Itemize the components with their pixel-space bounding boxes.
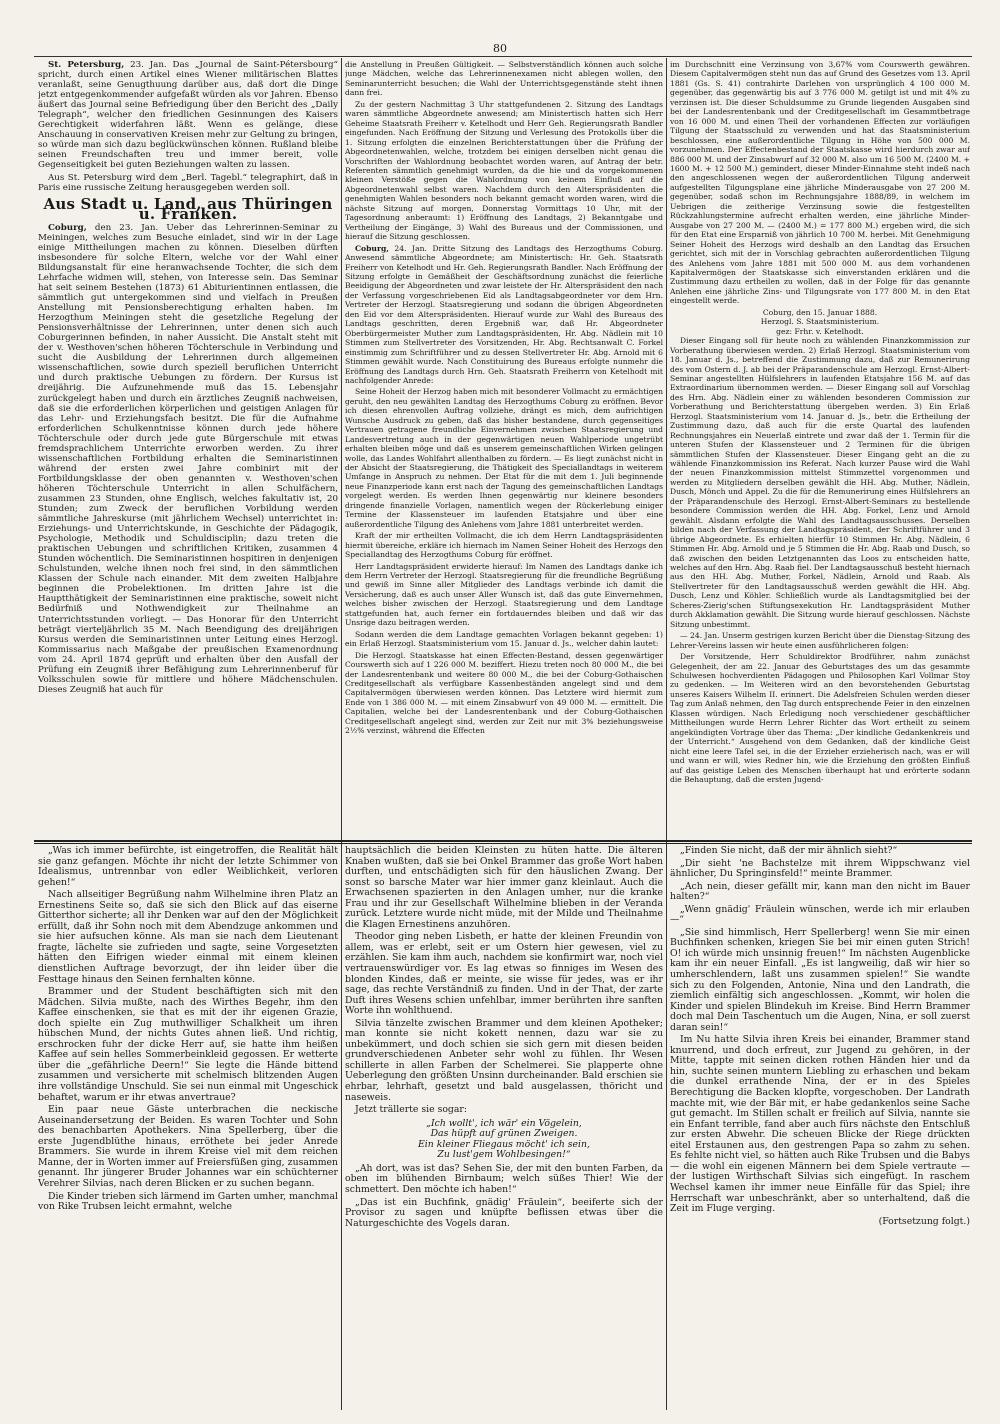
- top-column-3: [670, 60, 970, 836]
- story-paragraph: Brammer und der Student beschäftigten sich mit den Mädchen. Silvia mußte, nach des Wirthes Begehr, ihm den Kaffee einschenken, sie that es mit der ihr eigenen Grazie, doch spielte ein Zug muthwilliger Schalkheit um ihren hübschen Mund, der nichts Gutes ahnen ließ. Und richtig, erschrocken fuhr der dicke Herr auf, sie hatte ihm heißen Kaffee auf sein helles Sommerbeinkleid gegossen. Er wetterte über die „gefährliche Deern!“ Sie legte die Hände bittend zusammen und versicherte mit schelmisch blitzenden Augen ihre vollständige Unschuld. Sie sei nun einmal mit Ungeschick behaftet, warum er ihr etwas anvertraue?: [38, 986, 338, 1103]
- article-landtag: Coburg, 24. Jan. Dritte Sitzung des Landtags des Herzogthums Coburg. Anwesend sämmtliche Abgeordnete; am Ministertisch: Hr. Geh. Staatsrath Freiherr von Ketelhodt und Hr. Geh. Regierungsrath Bandler. Nach Eröffnung der Sitzung erfolgte in Gemäßheit der Geschäftsordnung zunächst die feierliche Beeidigung der Abgeordneten und zwar leistete der Hr. Alterspräsident den nach der Verfassung vorgeschriebenen Eid als Landtagsabgeordneter vor dem Hrn. Vertreter der Herzogl. Staatsregierung und sodann die übrigen Abgeordneten den Eid vor dem Alterspräsidenten. Hierauf wurde zur Wahl des Bureaus des Landtags geschritten, deren Ergebniß war, daß Hr. Abgeordneter Oberbürgermeister Muther zum Landtagspräsidenten, Hr. Abg. Nädlein mit 10 Stimmen zum Stellvertreter des Vorsitzenden, Hr. Abg. Rechtsanwalt C. Forkel einstimmig zum Schriftführer und zu dessen Stellvertreter Hr. Abg. Arnold mit 6 Stimmen gewählt wurde. Nach Constituirung des Bureaus erfolgte nunmehr die Eröffnung des Landtags durch Hrn. Geh. Staatsrath Freiherrn von Ketelhodt mit nachfolgender Anrede:: [345, 243, 663, 385]
- top-column-1: [38, 60, 338, 836]
- header-rule: [34, 56, 972, 57]
- article-paragraph: Dieser Eingang soll für heute noch zu wählenden Finanzkommission zur Vorberathung überwiesen werden. 2) Erlaß Herzogl. Staatsministerium vom 18. Januar d. Js., betreffend die Zustimmung dazu, daß zur Remunerirung des vom Ostern d. J. ab bei der Präparandenschule am Herzogl. Ernst-Albert-Seminar angestellten Hülfslehrers in laufenden Etatsjahre 156 M. auf das Extraordinarium übernommen werden. — Dieser Eingang soll auf Vorschlag des Hrn. Abg. Nädlein einer zu wählenden besonderen Commission zur Vorberathung und Berichterstattung übergeben werden. 3) Ein Erlaß Herzogl. Staatsministerium vom 14. Januar d. Js., betr. die Ertheilung der Zustimmung dazu, daß auch für die erste Quartal des laufenden Rechnungsjahres ein Neuerlaß eintrete und zwar daß der 1. Termin für die unteren Stufen der Klassensteuer und 2 Terminen für die übrigen sämmtlichen Stufen der Klassensteuer. Dieser Eingang geht an die zu wählende Finanzkommission ins Referat. Nach kurzer Pause wird die Wahl der neuen Finanzkommission mittelst Stimmzettel vorgenommen und werden zu Mitgliedern derselben gewählt die HH. Abg. Muther, Nädlein, Dusch, Mönch und Appel. Zu die für die Remunerirung eines Hülfslehrers an der Präparandenschule des Herzogl. Ernst-Albert-Seminars zu bestellende besondere Commission werden die HH. Abg. Forkel, Lenz und Arnold gewählt. Alsdann erfolgte die Wahl des Landtagsausschusses. Derselben bilden nach der Verfassung der Landtagspräsident, der Schriftführer und 3 übrige Abgeordnete. Es erhielten hierfür 10 Stimmen Hr. Abg. Nädlein, 6 Stimmen Hr. Abg. Arnold und je 5 Stimmen die Hr. Abg. Raab und Dusch, so daß zwischen den beiden Letztgenannten das Loos zu entscheiden hatte, welches auf den Hrn. Abg. Raab fiel. Der Landtagsausschuß besteht hiernach aus den HH. Abg. Muther, Forkel, Nädlein, Arnold und Raab. Als Stellvertreter für den Landtagsausschuß werden gewählt die HH. Abg. Dusch, Lenz und Köhler. Schließlich wurde als Landtagsmitglied bei der Scheres-Zierig'schen Stiftungsexekution Hr. Landtagspräsident Muther durch Akklamation gewählt. Die Sitzung wurde hierauf geschlossen. Nächste Sitzung unbestimmt.: [670, 336, 970, 629]
- article-paragraph: Die Herzogl. Staatskasse hat einen Effecten-Bestand, dessen gegenwärtiger Courswerth sich auf 1 226 000 M. beziffert. Hiezu treten noch 80 000 M., die bei der Landesrentenbank und weitere 80 000 M., die bei der Coburg-Gothaischen Creditgesellschaft als verfügbare Kassenbeständen angelegt sind und dem Capitalvermögen überwiesen werden können. Das Letztere wird hiermit zum Ende von 1 386 000 M. — mit einem Zinsabwurf von 49 000 M. — ermittelt. Die Capitalien, welche bei der Landesrentenbank und der Coburg-Gothaischen Creditgesellschaft angelegt sind, werden zur Zeit nur mit 3% beziehungsweise 2½% verzinst, während die Effecten: [345, 650, 663, 736]
- article-paragraph: Zu der gestern Nachmittag 3 Uhr stattgefundenen 2. Sitzung des Landtags waren sämmtliche Abgeordnete anwesend; am Ministertisch hatten sich Herr Geheime Staatsrath Freiherr v. Ketelhodt und Herr Geh. Regierungsrath Bandler eingefunden. Nach Eröffnung der Sitzung und Verlesung des Protokolls über die 1. Sitzung erfolgten die einzelnen Berichterstattungen über die Prüfung der Abgeordnetenwahlen, welche, trotzdem bei einigen derselben nicht genau die Vorschriften der Wahlordnung beobachtet worden waren, auf Antrag der betr. Referenten sämmtlich genehmigt wurden, da die hie und da vorgekommenen kleinen Verstöße gegen die Wahlordnung von keinem Einfluß auf die Abgeordnetenwahl selbst waren. Nachdem durch den Alterspräsidenten die genehmigten Wahlen besonders noch bekannt gemacht worden waren, wird die nächste Sitzung auf morgen, Donnerstag Vormittags 10 Uhr, mit der Tagesordnung anberaumt: 1) Eröffnung des Landtags, 2) Bekanntgabe und Vertheilung der Eingänge, 3) Wahl des Bureaus und der Commissionen, und hierauf die Sitzung geschlossen.: [345, 99, 663, 242]
- article-paragraph: Seine Hoheit der Herzog haben mich mit besonderer Vollmacht zu ermächtigen geruht, den neu gewählten Landtag des Herzogthums Coburg zu eröffnen. Bevor ich diesen ehrenvollen Auftrag vollziehe, drängt es mich, dem aufrichtigen Wunsche Ausdruck zu geben, daß das bisher bestandene, durch gegenseitiges Vertrauen getragene freundliche Einvernehmen zwischen Staatsregierung und Landesvertretung auch in der gegenwärtigen neuen Wahlperiode ungetrübt erhalten bleiben möge und daß es unserem gemeinschaftlichen Wirken gelingen wolle, das Landes Wohlfahrt allenthalben zu fördern. — Es liegt zunächst nicht in der Absicht der Staatsregierung, die Thätigkeit des Speciallandtags in weiterem Umfange in Anspruch zu nehmen. Der Etat für die mit dem 1. Juli beginnende neue Finanzperiode kann erst nach der Tagung des gemeinschaftlichen Landtags vorgelegt werden. Es werden Ihnen gegenwärtig nur kleinere besonders dringende finanzielle Vorlagen, namentlich wegen der Rückerlebung einiger Termine der Klassensteuer im laufenden Etatsjahre und über eine außerordentliche Tilgung des Anlehens vom Jahre 1881 unterbreitet werden.: [345, 387, 663, 529]
- story-paragraph: Theodor ging neben Lisbeth, er hatte der kleinen Freundin von allem, was er erlebt, seit er um Ostern hier gewesen, viel zu erzählen. Sie kam ihm auch, nachdem sie konfirmirt war, noch viel vertrauenswürdiger vor. Es lag etwas so finniges im Wesen des blonden Kindes, daß er meinte, sie wisse für jedes, was er ihr sage, das rechte Verständniß zu finden. Und in der That, der zarte Duft ihres Wesens schien unfehlbar, immer berührten ihre sanften Worte ihn wohlthuend.: [345, 931, 663, 1017]
- story-paragraph: Nach allseitiger Begrüßung nahm Wilhelmine ihren Platz an Ernestinens Seite so, daß sie sich den Blick auf das eiserne Gitterthor sicherte; all ihr Denken war auf den der Möglichkeit erfüllt, daß ihr Sohn noch mit dem Abendzuge ankommen und sie hier aufsuchen könne. Als man sie nach dem Lieutenant fragte, lächelte sie zufrieden und sagte, seine Vorgesetzten hätten den Eifrigen wieder einmal mit einem kleinen dienstlichen Auftrage bevorzugt, der ihn leider über die Festtage hinaus den Seinen fernhalten könne.: [38, 889, 338, 985]
- feuilleton-column-3: [670, 846, 970, 1408]
- feuilleton-rule: [34, 840, 972, 842]
- column-divider: [341, 58, 342, 1410]
- story-paragraph: Im Nu hatte Silvia ihren Kreis bei einander, Brammer stand knurrend, und doch erfreut, zur Jugend zu gehören, in der Mitte, tappte mit seinen dicken rothen Händen hier und da hin, suchte seinen muntern Liebling zu erhaschen und bekam die dunkel errathende Nina, der er in des Spieles Berechtigung die Backen klopfte, vorgeschoben. Der Landrath machte mit, wie der Bär mit, er habe gedankenlos seine Sache gut gemacht. Im Stillen schalt er freilich auf Silvia, nannte sie ein Enfant terrible, fand aber auch fürs nächste den Entschluß zur ersten Abwehr. Die scheuen Blicke der Riege drückten eitel Erstaunen aus, den gestrengen Papa so zahm zu sehen. Es fehlte nicht viel, so hätten auch Rike Trubsen und die Babys — die wohl ein eigenen Männern bei dem Spiele vertraute — der lustigen Wirthschaft Silvias sich eingefügt. In raschem Wechsel kamen ihr immer neue Einfälle für das Spiel; ihre Herrschaft war unbeschränkt, aber so unterhaltend, daß die Zeit im Fluge verging.: [670, 1034, 970, 1215]
- story-paragraph: „Wenn gnädig' Fräulein wünschen, werde ich mir erlauben —“: [670, 903, 970, 926]
- dateline: Coburg,: [355, 243, 389, 253]
- story-paragraph: „Ah dort, was ist das? Sehen Sie, der mit den bunten Farben, da oben im blühenden Birnbaum; welch süßes Thier! Wie der schmettert. Den möchte ich haben!“: [345, 1162, 663, 1195]
- story-paragraph: hauptsächlich die beiden Kleinsten zu hüten hatte. Die älteren Knaben wußten, daß sie bei Onkel Brammer das große Wort haben durften, und entschädigten sich für den häuslichen Zwang. Der sonst so barsche Mater war hier immer ganz kleinlaut. Auch die Erwachsenen spazierten in den Anlagen umher, nur die kranke Frau und ihr zur Gesellschaft Wilhelmine blieben in der Veranda zurück. Letztere wurde nicht müde, mit der Milde und Theilnahme die Klagen Ernestinens anzuhören.: [345, 846, 663, 930]
- story-paragraph: Silvia tänzelte zwischen Brammer und dem kleinen Apotheker; man konnte sie nicht kokett nennen, dazu war sie zu unbekümmert, und doch schien sie sich gern mit diesen beiden grundverschiedenen Anbeter sehr wohl zu fühlen. Ihr Wesen schillerte in allen Farben der Schelmerei. Sie plapperte ohne Ueberlegung den größten Unsinn durcheinander. Bald erschien sie ehrbar, lehrhaft, gesetzt und bald ausgelassen, thöricht und naseweis.: [345, 1017, 663, 1103]
- story-paragraph: „Ach nein, dieser gefällt mir, kann man den nicht im Bauer halten?“: [670, 880, 970, 903]
- verse-line: Ein kleiner Fliegaus möcht' ich sein,: [418, 1138, 590, 1150]
- article-paragraph: Kraft der mir ertheilten Vollmacht, die ich dem Herrn Landtagspräsidenten hiermit übereiche, erkläre ich hiernach im Namen Seiner Hoheit des Herzogs den Speciallandtag des Herzogthums Coburg für eröffnet.: [345, 531, 663, 560]
- continuation-note: (Fortsetzung folgt.): [878, 1215, 970, 1227]
- feuilleton-rule-thin: [34, 843, 972, 844]
- verse-line: Zu lust'gem Wohlbesingen!“: [437, 1149, 571, 1161]
- story-paragraph: „Was ich immer befürchte, ist eingetroffen, die Realität hält sie ganz gefangen. Möchte ihr nicht der letzte Schimmer von Idealismus, untrennbar von edler Weiblichkeit, verloren gehen!“: [38, 846, 338, 888]
- article-paragraph: Der Vorsitzende, Herr Schuldirektor Brodführer, nahm zunächst Gelegenheit, der am 22. Januar des Geburtstages des um das gesammte Schulwesen hochverdienten Pädagogen und Philosophen Karl Vollmar Stoy zu gedenken. — Im Weiteren wird an den bevorstehenden Geburtstag unseres Kaisers Wilhelm II. erinnert. Die Adelsfreien Schulen werden dieser Tag zum Anlaß nehmen, den Tag durch entsprechende Feier in den einzelnen Klassen würdigen. Nach Erledigung noch verschiedener geschäftlicher Mittheilungen wurde Herrn Lehrer Richter das Wort ertheilt zu seinem angekündigten Vortrage über das Thema: „Der kindliche Gedankenkreis und der Unterricht.“ Ausgehend von dem Gedanken, daß der kindliche Geist nicht eine leere Tafel sei, in die der Erzieher erzieherisch nach, was er will und wann er will, wies Redner hin, wie die Erziehung den größten Einfluß auf das geistige Leben des Menschen überhaupt hat und erörterte sodann die Behauptung, daß die ersten Jugend-: [670, 652, 970, 784]
- article-coburg-seminar: Coburg, den 23. Jan. Ueber das Lehrerinnen-Seminar zu Meiningen, welches zum Besuche einladet, sind wir in der Lage einige Mittheilungen machen zu können. Dieselben dürften insbesondere für solche Eltern, welche vor der Wahl einer Bildungsanstalt für eine heranwachsende Tochter, die sich dem Lehrfache widmen will, stehen, von Interesse sein. Das Seminar hat seit seinem Bestehen (1873) 61 Abiturientinnen entlassen, die sämmtlich gut untergekommen sind und vielfach in Preußen Anstellung mit Pensionsberechtigung erhalten haben. Im Herzogthum Meiningen steht die gesetzliche Regelung der Pensionsverhältnisse der Lehrerinnen, unter denen sich auch Coburgerinnen befinden, in naher Aussicht. Die Anstalt steht mit der v. Westhoven'schen höheren Töchterschule in Verbindung und sucht die Ausbildung der Lehrerinnen durch allgemeinen wissenschaftlichen, sowie durch speziell beruflichen Unterricht und durch praktische Uebungen zu fördern. Der Kursus ist dreijährig. Die Aufzunehmende muß das 15. Lebensjahr zurückgelegt haben und durch ein ärztliches Zeugniß nachweisen, daß sie die erforderlichen körperlichen und geistigen Anlagen für das Lehr- und Erziehungsfach besitzt. Die für die Aufnahme erforderlichen Schulkenntnisse können durch jede höhere Töchterschule oder durch jede gute Bürgerschule mit etwas fremdsprachlichem Unterrichte erworben werden. Zu ihrer wissenschaftlichen Fortbildung erhalten die Seminaristinnen während der ersten zwei Jahre combinirt mit der Fortbildungsklasse der oben genannten v. Westhoven'schen höheren Töchterschule Unterricht in allen Schulfächern, zusammen 23 Stunden, ohne Englisch, welches fakultativ ist, 20 Stunden; zum Zweck der beruflichen Vorbildung werden sämmtliche Jahreskurse (mit jährlichem Wechsel) unterrichtet in: Erziehungs- und Unterrichtskunde, in Geschichte der Pädagogik, Psychologie, Methodik und Schuldisciplin; dazu treten die praktischen Uebungen und schriftlichen Kritiken, zusammen 4 Stunden wöchentlich. Die Seminaristinnen hospitiren in denjenigen Schulstunden, welche ihnen noch frei sind, in den sämmtlichen Klassen der Schule nach einander. Mit dem zweiten Halbjahre beginnen die Probelektionen. Im dritten Jahre ist die Hauptthätigkeit der Seminaristinnen eine praktische, soweit nicht Bedürfniß und Nothwendigkeit zur Theilnahme an Unterrichtsstunden vorliegt. — Das Honorar für den Unterricht beträgt vierteljährlich 35 M. Nach Beendigung des dreijährigen Kursus werden die Seminaristinnen unter Leitung eines Herzogl. Kommissarius nach Maßgabe der preußischen Examenordnung vom 24. April 1874 geprüft und erhalten über den Ausfall der Prüfung ein Zeugniß ihrer Befähigung zum Lehrerinnenberuf für Volksschulen sowie für mittlere und höhere Mädchenschulen. Dieses Zeugniß hat auch für: [38, 222, 338, 695]
- section-heading: Aus Stadt u. Land, aus Thüringen u. Franken.: [43, 194, 333, 223]
- article-petersburg-1: St. Petersburg, 23. Jan. Das „Journal de Saint-Pétersbourg“ spricht, durch einen Artikel eines Wiener militärischen Blattes veranlaßt, seine Genugthuung darüber aus, daß dort die Dinge jetzt entgegenkommender aufgefaßt würden als vor Jahren. Ebenso äußert das Journal seine Befriedigung über den Bericht des „Daily Telegraph“, welcher den friedlichen Gesinnungen des Kaisers Gerechtigkeit widerfahren läßt. Wenn es gelänge, diese Anschauung in conservativen Kreisen mehr zur Geltung zu bringen, so würde man sich dazu beglückwünschen können. Rußland bleibe seinen Freundschaften treu und immer bereit, volle Gegenseitigkeit bei guten Beziehungen walten zu lassen.: [38, 60, 338, 171]
- article-paragraph: — 24. Jan. Unserm gestrigen kurzen Bericht über die Dienstag-Sitzung des Lehrer-Vereins lassen wir heute einen ausführlicheren folgen:: [670, 631, 970, 650]
- verse-line: Das hüpft auf grünen Zweigen.: [430, 1128, 578, 1140]
- column-divider: [666, 58, 667, 1410]
- song-verse: [345, 1119, 663, 1161]
- article-petersburg-2: Aus St. Petersburg wird dem „Berl. Tagebl.“ telegraphirt, daß in Paris eine russische Zeitung herausgegeben werden soll.: [38, 172, 338, 193]
- article-paragraph: die Anstellung in Preußen Gültigkeit. — Selbstverständlich können auch solche junge Mädchen, welche das Lehrerinnenexamen nicht ablegen wollen, den Seminarunterricht besuchen; die Wahl der Unterrichtsgegenstände steht ihnen dann frei.: [345, 60, 663, 98]
- signature-ministry: Herzogl. S. Staatsministerium.: [760, 317, 880, 327]
- feuilleton-column-1: [38, 846, 338, 1408]
- story-paragraph: „Sie sind himmlisch, Herr Spellerberg! wenn Sie mir einen Buchfinken schenken, kriegen Sie bei mir einen guten Strich! O! ich würde mich unsinnig freuen!“ Im nächsten Augenblicke kam ihr ein neuer Einfall. „Es ist langweilig, daß wir hier so umherschlendern, laßt uns zusammen spielen!“ Sie wandte sich zu den Folgenden, Antonie, Nina und den Landrath, die ziemlich einfältig sich angeschlossen. „Kommt, wir holen die Kinder und spielen Blindekuh im Kreise. Bind Herrn Brammer doch mal Dein Taschentuch um die Augen, Nina, er soll zuerst daran sein!“: [670, 926, 970, 1033]
- dateline: Coburg,: [48, 222, 87, 233]
- story-paragraph: Ein paar neue Gäste unterbrachen die neckische Auseinandersetzung der Beiden. Es waren Tochter und Sohn des benachbarten Apothekers. Nina Spellerberg, über die erste Jugendblüthe hinaus, erröthete bei jeder Anrede Brammers. Sie wurde in ihrem Kreise viel mit dem reichen Manne, der in Worten immer auf Freiersfüßen ging, zusammen genannt. Ihr jüngerer Bruder Johannes war ein schüchterner Verehrer Silvias, nach deren Blicken er zu suchen begann.: [38, 1104, 338, 1189]
- article-paragraph: Herr Landtagspräsident erwiderte hierauf: Im Namen des Landtags danke ich dem Herrn Vertreter der Herzogl. Staatsregierung für die freundliche Begrüßung und gewiß im Sinne aller Mitglieder des Landtags verbinde ich damit die Versicherung, daß es auch unser Aller Wunsch ist, daß das gute Einvernehmen, welches bisher zwischen der Herzogl. Staatsregierung und dem Landtage stattgefunden hat, auch ferner ein fortdauerndes bleiben und daß wir das Unsrige dazu beitragen werden.: [345, 561, 663, 628]
- story-paragraph: „Das ist ein Buchfink, gnädig' Fräulein“, beeiferte sich der Provisor zu sagen und knüpfte beflissen etwas über die Naturgeschichte des Vogels daran.: [345, 1196, 663, 1229]
- article-paragraph: im Durchschnitt eine Verzinsung von 3,67% vom Courswerth gewähren. Diesem Capitalvermögen steht nun das auf Grund des Gesetzes vom 13. April 1881 (Gs. S. 41) contrahirte Darlehen von ursprünglich 4 100 000 M. gegenüber, das gegenwärtig bis auf 3 776 000 M. getilgt ist und mit 4% zu verzinsen ist. Die dieser Schuldsumme zu Grunde liegenden Ausgaben sind bei der Landesrentenbank und der Creditgesellschaft im Gesammtbetrage von 16 000 M. und einen Theil der vorhandenen Effecten zur vorläufigen Tilgung der Staatsschuld zu verwenden und hat das Staatsministerium beschlossen, eine außerordentliche Tilgung in Höhe von 500 000 M. vorzunehmen. Der Effectenbestand der Staatskasse wird hierdurch zwar auf 886 000 M. und der Zinsabwurf auf 32 000 M. also um 16 500 M. (2400 M. + 1600 M. + 12 500 M.) gemindert, dieser Minder-Einnahme steht indeß nach den angeschlossenen wegen der außerordentlichen Tilgung anderweit aufgestellten Tilgungsplane eine jährliche Minderausgabe von 27 200 M. gegenüber, sodaß schon im Rechnungsjahre 1888/89, in welchem im Uebrigen die zeitherige Verzinsung sowie die festgestellten Rückzahlungstermine aufrecht erhalten werden, eine jährliche Minder-Ausgabe von 27 200 M. — (2400 M.) = 177 800 M.) ergeben wird, die sich für den Etat eine Ersparniß von jährlich 10 700 M. herbei. Mit Genehmigung Seiner Hoheit des Herzogs wird deshalb an den Landtag das Ersuchen gerichtet, sich mit der in Vorschlag gebrachten außerordentlichen Tilgung des Anlehens vom Jahre 1881 mit 500 000 M. aus dem vorhandenen Kapitalvermögen der Staatskasse sich einverstanden erklären und die Zustimmung dazu ertheilen zu wollen, daß in der Folge für das genannte Anlehen eine jährliche Zins- und Tilgungsrate von 177 800 M. in den Etat eingestellt werde.: [670, 60, 970, 306]
- top-column-2: [345, 60, 663, 836]
- page-number: 80: [493, 42, 507, 55]
- signature-name: gez: Frhr. v. Ketelhodt.: [776, 326, 864, 336]
- article-paragraph: Sodann werden die dem Landtage gemachten Vorlagen bekannt gegeben: 1) ein Erlaß Herzogl. Staatsministerium vom 15. Januar d. Js., welcher dahin lautet:: [345, 629, 663, 649]
- story-paragraph: Die Kinder trieben sich lärmend im Garten umher, manchmal von Rike Trubsen leicht ermahnt, welche: [38, 1190, 338, 1213]
- feuilleton-column-2: [345, 846, 663, 1408]
- story-paragraph: Jetzt trällerte sie sogar:: [355, 1104, 468, 1116]
- dateline: St. Petersburg,: [48, 60, 125, 70]
- story-paragraph: „Dir sieht 'ne Bachstelze mit ihrem Wippschwanz viel ähnlicher, Du Springinsfeld!“ meinte Brammer.: [670, 857, 970, 880]
- story-paragraph: „Finden Sie nicht, daß der mir ähnlich sieht?“: [680, 846, 898, 856]
- document-date: Coburg, den 15. Januar 1888.: [762, 307, 878, 317]
- verse-line: „Ich wollt', ich wär' ein Vögelein,: [426, 1117, 582, 1129]
